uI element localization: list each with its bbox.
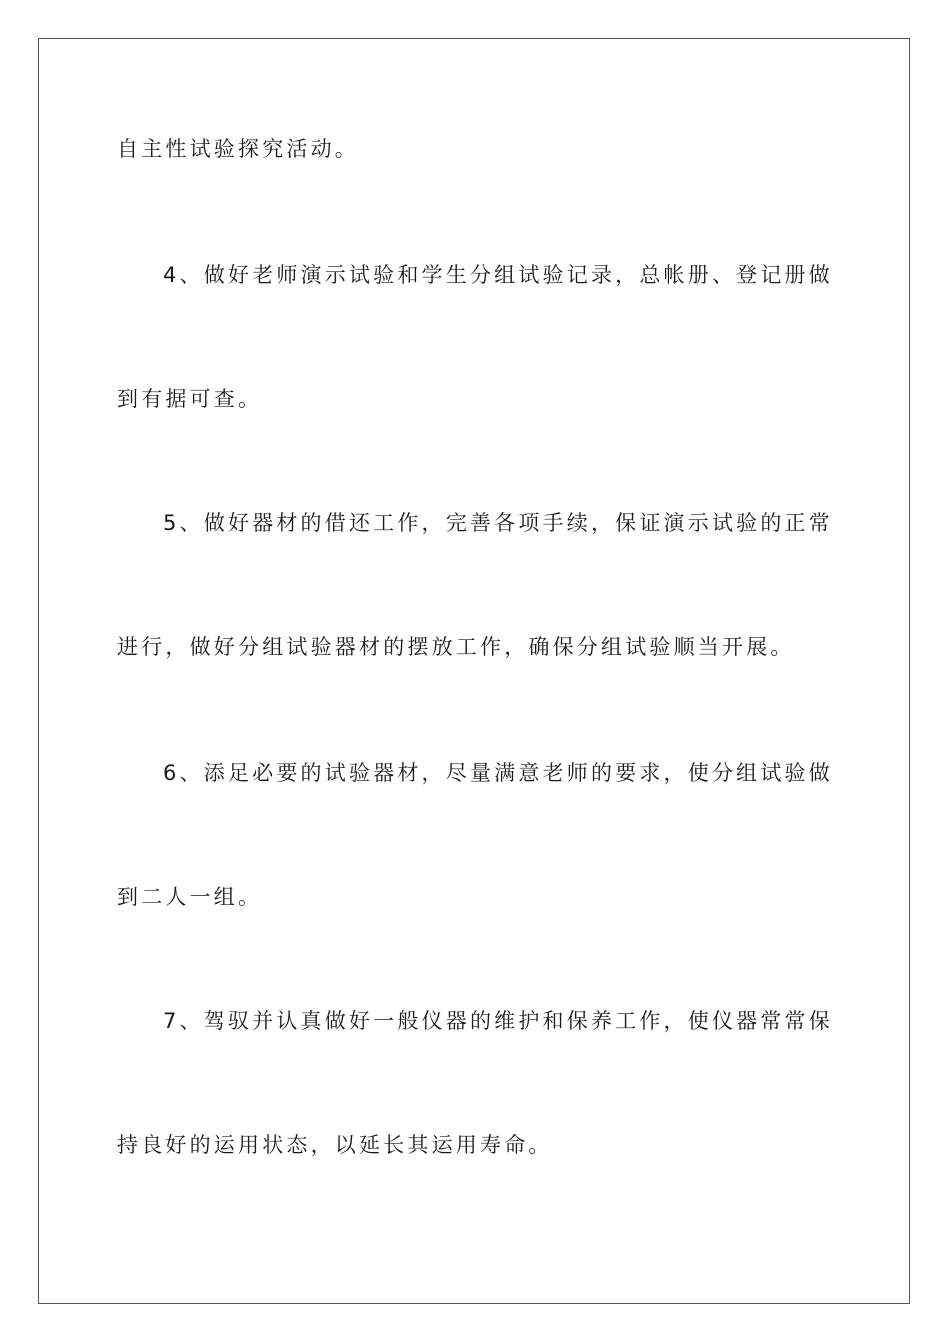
text-line: 持良好的运用状态，以延长其运用寿命。 xyxy=(117,1133,553,1157)
text-line: 4、做好老师演示试验和学生分组试验记录，总帐册、登记册做 xyxy=(163,263,833,287)
text-line: 到二人一组。 xyxy=(117,885,263,909)
page-border xyxy=(38,38,910,1304)
text-line: 6、添足必要的试验器材，尽量满意老师的要求，使分组试验做 xyxy=(163,761,833,785)
text-line: 自主性试验探究活动。 xyxy=(117,137,359,161)
text-line: 7、驾驭并认真做好一般仪器的维护和保养工作，使仪器常常保 xyxy=(163,1009,833,1033)
text-line: 5、做好器材的借还工作，完善各项手续，保证演示试验的正常 xyxy=(163,511,833,535)
text-line: 到有据可查。 xyxy=(117,387,263,411)
text-line: 进行，做好分组试验器材的摆放工作，确保分组试验顺当开展。 xyxy=(117,635,795,659)
